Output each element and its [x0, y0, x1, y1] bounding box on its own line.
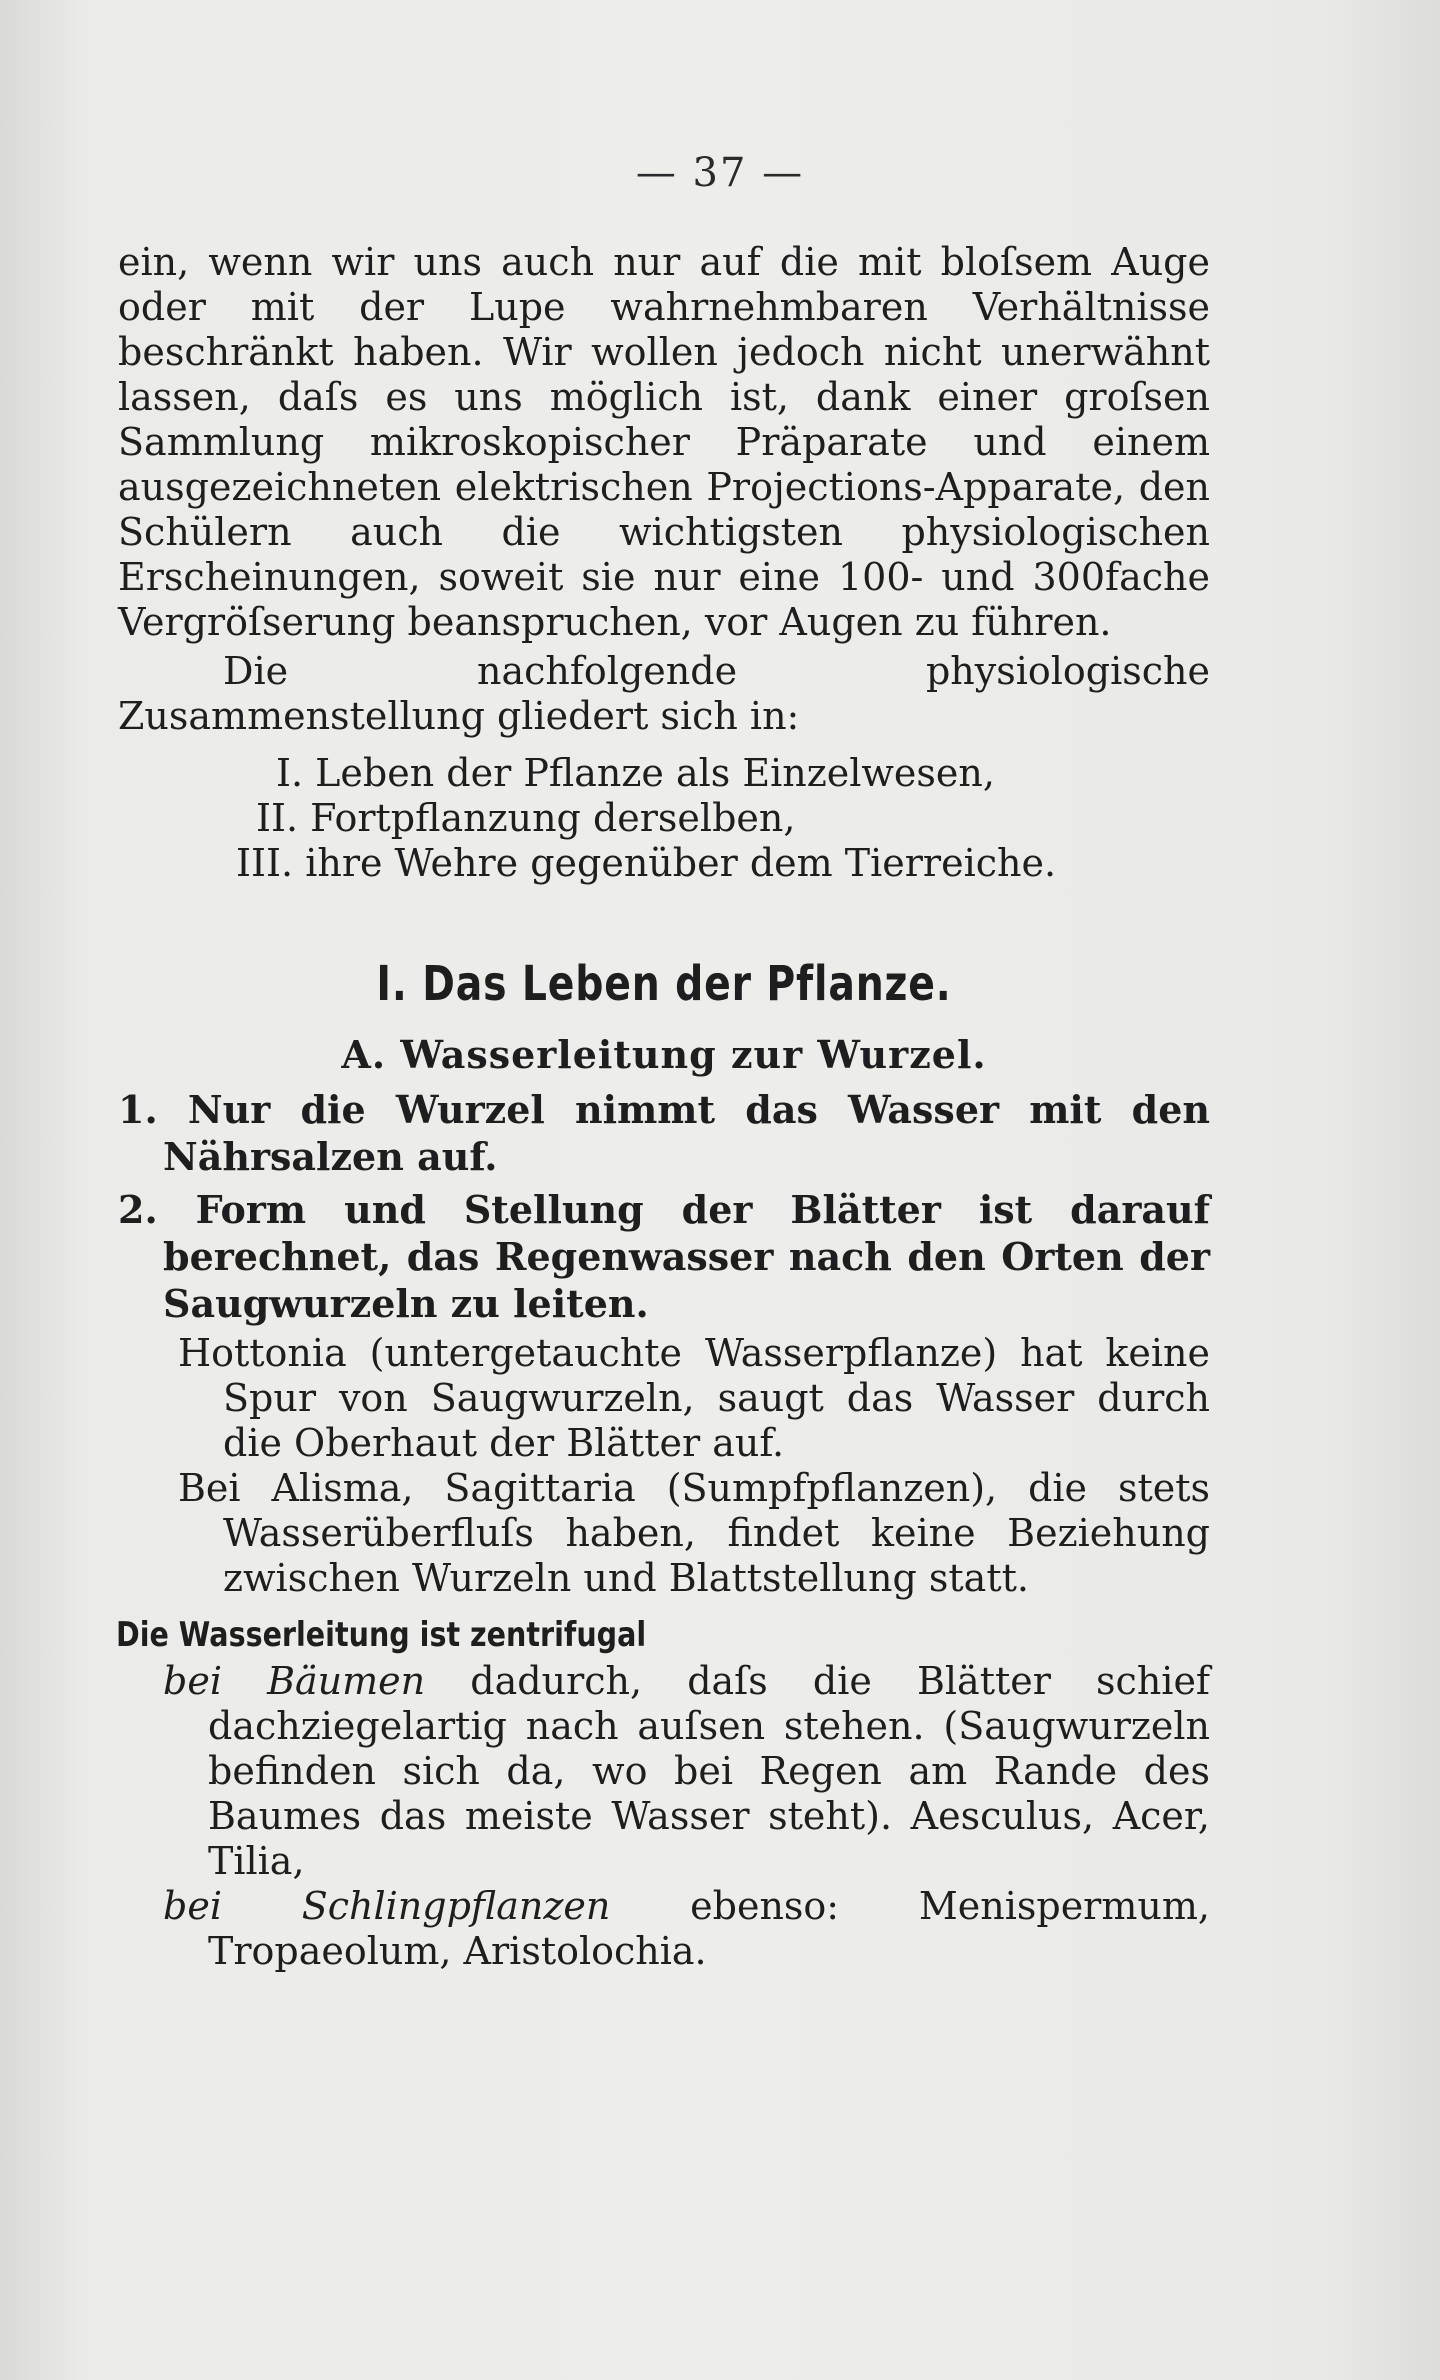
- section-heading: A. Wasserleitung zur Wurzel.: [341, 1032, 987, 1077]
- example-alisma: Bei Alisma, Sagittaria (Sumpfpflanzen), die stets Wasserüberfluſs haben, findet keine Beziehung zwischen Wurzeln und Blattstellung statt.: [178, 1466, 1210, 1600]
- intro-paragraph: ein, wenn wir uns auch nur auf die mit bloſsem Auge oder mit der Lupe wahrnehmbaren Verhältnisse beschränkt haben. Wir wollen jedoch nicht unerwähnt lassen, daſs es uns möglich ist, dank einer groſsen Sammlung mikroskopischer Präparate und einem ausgezeichneten elektrischen Projections-Apparate, den Schülern auch die wichtigsten physiologischen Erscheinungen, soweit sie nur eine 100- und 300fache Vergröſserung beanspruchen, vor Augen zu führen.: [118, 240, 1210, 644]
- rule-2: 2. Form und Stellung der Blätter ist darauf berechnet, das Regenwasser nach den Orten der Saugwurzeln zu leiten.: [118, 1187, 1210, 1326]
- overview-list: [118, 751, 1210, 886]
- trees-text: dadurch, daſs die Blätter schief dachziegelartig nach auſsen stehen. (Saugwurzeln befinden sich da, wo bei Regen am Rande des Baumes das meiste Wasser steht). Aesculus, Acer, Tilia,: [208, 1659, 1210, 1883]
- page-body: [118, 240, 1210, 1974]
- trees-paragraph: [118, 1659, 1210, 1884]
- overview-item: III. ihre Wehre gegenüber dem Tierreiche.: [236, 841, 1057, 885]
- overview-item: I. Leben der Pflanze als Einzelwesen,: [276, 751, 995, 795]
- subheading-centrifugal: Die Wasserleitung ist zentrifugal: [116, 1615, 647, 1655]
- climbers-label: bei Schlingpflanzen: [163, 1884, 611, 1928]
- rule-1: 1. Nur die Wurzel nimmt das Wasser mit den Nährsalzen auf.: [118, 1087, 1210, 1179]
- overview-item: II. Fortpflanzung derselben,: [256, 796, 796, 840]
- climbers-paragraph: [118, 1884, 1210, 1974]
- overview-intro: Die nachfolgende physiologische Zusammenstellung gliedert sich in:: [118, 649, 1210, 738]
- chapter-heading: I. Das Leben der Pflanze.: [376, 956, 952, 1012]
- page-number: — 37 —: [635, 150, 805, 196]
- climbers-text: ebenso: Menispermum, Tropaeolum, Aristolochia.: [208, 1884, 1210, 1973]
- example-hottonia: Hottonia (untergetauchte Wasserpflanze) hat keine Spur von Saugwurzeln, saugt das Wasser durch die Oberhaut der Blätter auf.: [178, 1331, 1210, 1465]
- trees-label: bei Bäumen: [163, 1659, 426, 1703]
